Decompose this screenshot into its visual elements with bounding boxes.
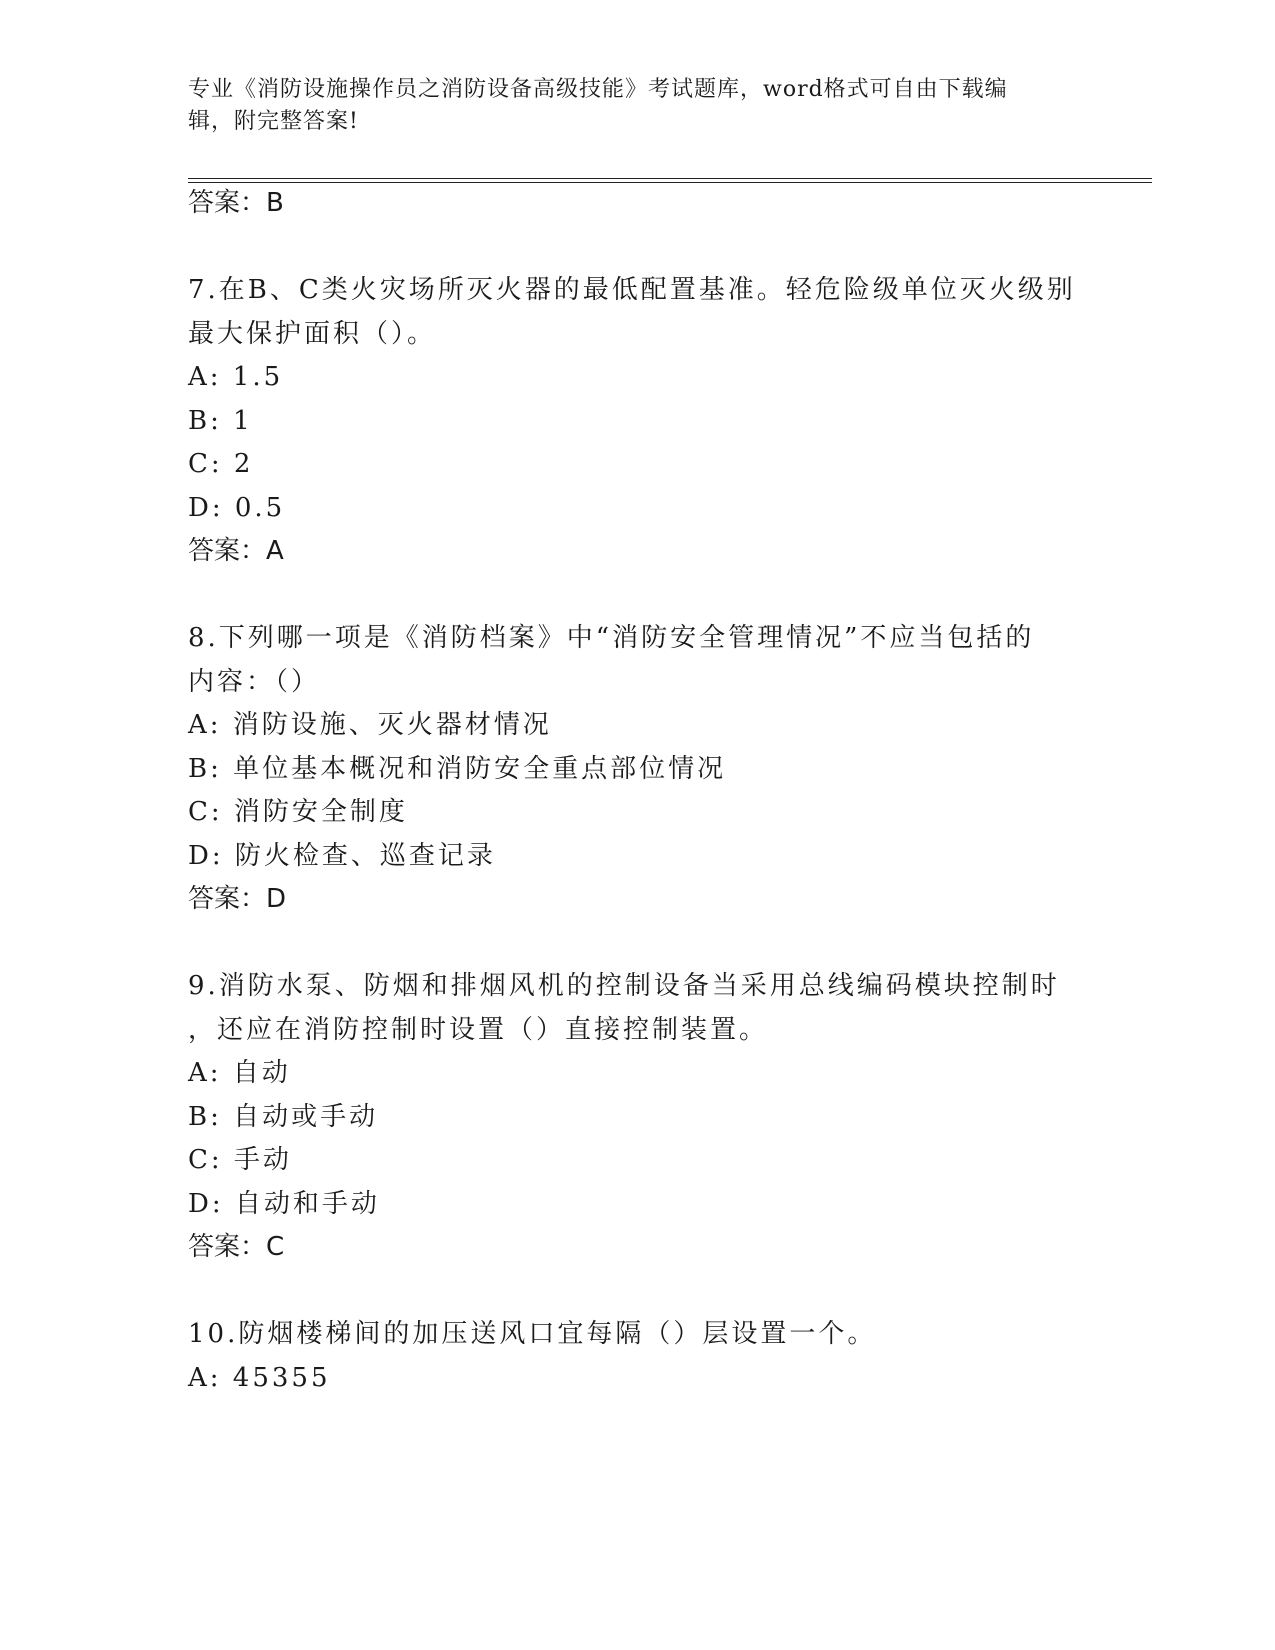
option-a: A: 自动 bbox=[188, 1058, 291, 1088]
option-c: C: 手动 bbox=[188, 1145, 292, 1175]
question-text-line: 8.下列哪一项是《消防档案》中“消防安全管理情况”不应当包括的 bbox=[188, 623, 1035, 653]
option-d: D: 自动和手动 bbox=[188, 1189, 380, 1219]
header-line-2: 辑，附完整答案! bbox=[188, 109, 359, 134]
option-c: C: 2 bbox=[188, 449, 254, 479]
option-a: A: 45355 bbox=[188, 1363, 331, 1393]
option-a: A: 消防设施、灭火器材情况 bbox=[188, 710, 552, 740]
question-text-line: 内容：（） bbox=[188, 667, 321, 697]
header-rule-top bbox=[188, 178, 1152, 179]
option-d: D: 0.5 bbox=[188, 493, 286, 523]
answer: 答案：A bbox=[188, 536, 284, 566]
header-line-1: 专业《消防设施操作员之消防设备高级技能》考试题库，word格式可自由下载编 bbox=[188, 77, 1008, 102]
question-text-line: 最大保护面积（）。 bbox=[188, 319, 437, 349]
option-d: D: 防火检查、巡查记录 bbox=[188, 841, 496, 871]
question-text-line: ，还应在消防控制时设置（）直接控制装置。 bbox=[188, 1015, 769, 1045]
question-text-line: 10.防烟楼梯间的加压送风口宜每隔（）层设置一个。 bbox=[188, 1319, 877, 1349]
answer: 答案：C bbox=[188, 1232, 285, 1262]
option-a: A: 1.5 bbox=[188, 362, 284, 392]
question-text-line: 7.在B、C类火灾场所灭火器的最低配置基准。轻危险级单位灭火级别 bbox=[188, 275, 1076, 305]
question-text-line: 9.消防水泵、防烟和排烟风机的控制设备当采用总线编码模块控制时 bbox=[188, 971, 1060, 1001]
answer: 答案：D bbox=[188, 884, 287, 914]
option-b: B: 自动或手动 bbox=[188, 1102, 379, 1132]
option-c: C: 消防安全制度 bbox=[188, 797, 408, 827]
answer-previous: 答案：B bbox=[188, 188, 284, 218]
option-b: B: 单位基本概况和消防安全重点部位情况 bbox=[188, 754, 727, 784]
option-b: B: 1 bbox=[188, 406, 253, 436]
header-rule-bottom bbox=[188, 182, 1152, 183]
